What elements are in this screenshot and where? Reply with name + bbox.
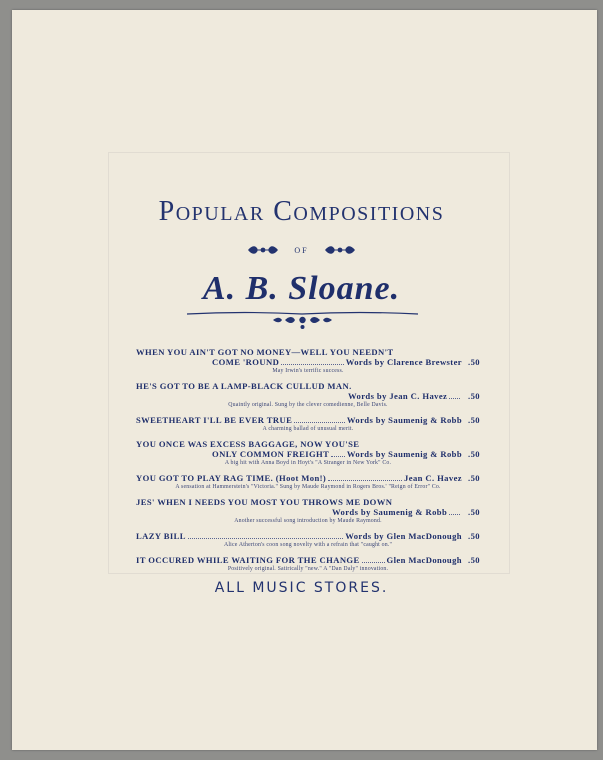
song-credit-line — [136, 449, 480, 459]
song-title-continued: COME 'ROUND — [212, 357, 280, 367]
song-price: .50 — [468, 415, 480, 425]
dot-leader — [188, 531, 343, 539]
song-title: LAZY BILL — [136, 531, 186, 541]
song-title-line — [136, 531, 480, 541]
song-title: YOU ONCE WAS EXCESS BAGGAGE, NOW YOU'SE — [136, 439, 360, 449]
dot-leader — [294, 415, 345, 423]
song-title-line — [136, 439, 480, 449]
song-title-line — [136, 381, 480, 391]
song-title-line — [136, 555, 480, 565]
dot-leader — [281, 357, 344, 365]
dot-leader — [449, 507, 460, 515]
song-price: .50 — [468, 555, 480, 565]
song-title-continued: ONLY COMMON FREIGHT — [212, 449, 330, 459]
song-credit: Words by Saumenig & Robb — [332, 507, 448, 517]
song-price: .50 — [468, 449, 480, 459]
song-entry — [136, 497, 480, 525]
song-credit-line — [136, 507, 480, 517]
song-title-line — [136, 415, 480, 425]
song-title: YOU GOT TO PLAY RAG TIME. (Hoot Mon!) — [136, 473, 327, 483]
song-price: .50 — [468, 473, 480, 483]
floral-ornament-icon — [246, 244, 280, 256]
dot-leader — [449, 391, 460, 399]
song-price: .50 — [468, 357, 480, 367]
song-credit: Jean C. Havez — [404, 473, 462, 483]
song-credit: Glen MacDonough — [386, 555, 462, 565]
song-credit: Words by Saumenig & Robb — [346, 415, 462, 425]
song-entry — [136, 473, 480, 491]
song-entry — [136, 381, 480, 409]
song-title-line — [136, 497, 480, 507]
song-credit: Words by Jean C. Havez — [348, 391, 448, 401]
song-title: WHEN YOU AIN'T GOT NO MONEY—WELL YOU NEEDN'T — [136, 347, 394, 357]
song-note: A big hit with Anna Boyd in Hoyt's "A Stranger in New York" Co. — [224, 460, 392, 466]
song-entry — [136, 439, 480, 467]
song-title: SWEETHEART I'LL BE EVER TRUE — [136, 415, 293, 425]
composer-name: A. B. Sloane. — [202, 270, 401, 307]
song-list — [136, 347, 480, 579]
song-entry — [136, 415, 480, 433]
song-credit: Words by Clarence Brewster — [345, 357, 462, 367]
song-title-line — [136, 347, 480, 357]
song-title: IT OCCURED WHILE WAITING FOR THE CHANGE — [136, 555, 360, 565]
song-price: .50 — [468, 391, 480, 401]
song-entry — [136, 347, 480, 375]
of-row — [0, 244, 603, 256]
footer-stores: ALL MUSIC STORES. — [214, 580, 389, 596]
dot-leader — [362, 555, 385, 563]
page-title: Popular Compositions — [158, 196, 445, 227]
dot-leader — [331, 449, 345, 457]
song-price: .50 — [468, 531, 480, 541]
song-note: A charming ballad of unusual merit. — [262, 426, 354, 432]
song-credit: Words by Glen MacDonough — [345, 531, 462, 541]
song-note: May Irwin's terrific success. — [272, 368, 344, 374]
dot-leader — [328, 473, 402, 481]
song-note: Another successful song introduction by Maude Raymond. — [234, 518, 382, 524]
floral-ornament-icon — [323, 244, 357, 256]
song-title: HE'S GOT TO BE A LAMP-BLACK CULLUD MAN. — [136, 381, 352, 391]
song-note: A sensation at Hammerstein's "Victoria." Sung by Maude Raymond in Rogers Bros.' "Reign of Error" Co. — [175, 484, 441, 490]
song-title: JES' WHEN I NEEDS YOU MOST YOU THROWS ME DOWN — [136, 497, 393, 507]
song-note: Positively original. Satirically "new." A "Dan Daly" innovation. — [227, 566, 389, 572]
song-credit: Words by Saumenig & Robb — [346, 449, 462, 459]
song-note: Quaintly original. Sung by the clever comedienne, Belle Davis. — [228, 402, 388, 408]
song-title-line — [136, 473, 480, 483]
of-label: of — [294, 244, 309, 256]
song-price: .50 — [468, 507, 480, 517]
floral-divider-icon — [185, 308, 420, 332]
song-entry — [136, 531, 480, 549]
song-note: Alice Atherton's coon song novelty with a refrain that "caught on." — [223, 542, 393, 548]
song-entry — [136, 555, 480, 573]
song-credit-line — [136, 357, 480, 367]
song-credit-line — [136, 391, 480, 401]
